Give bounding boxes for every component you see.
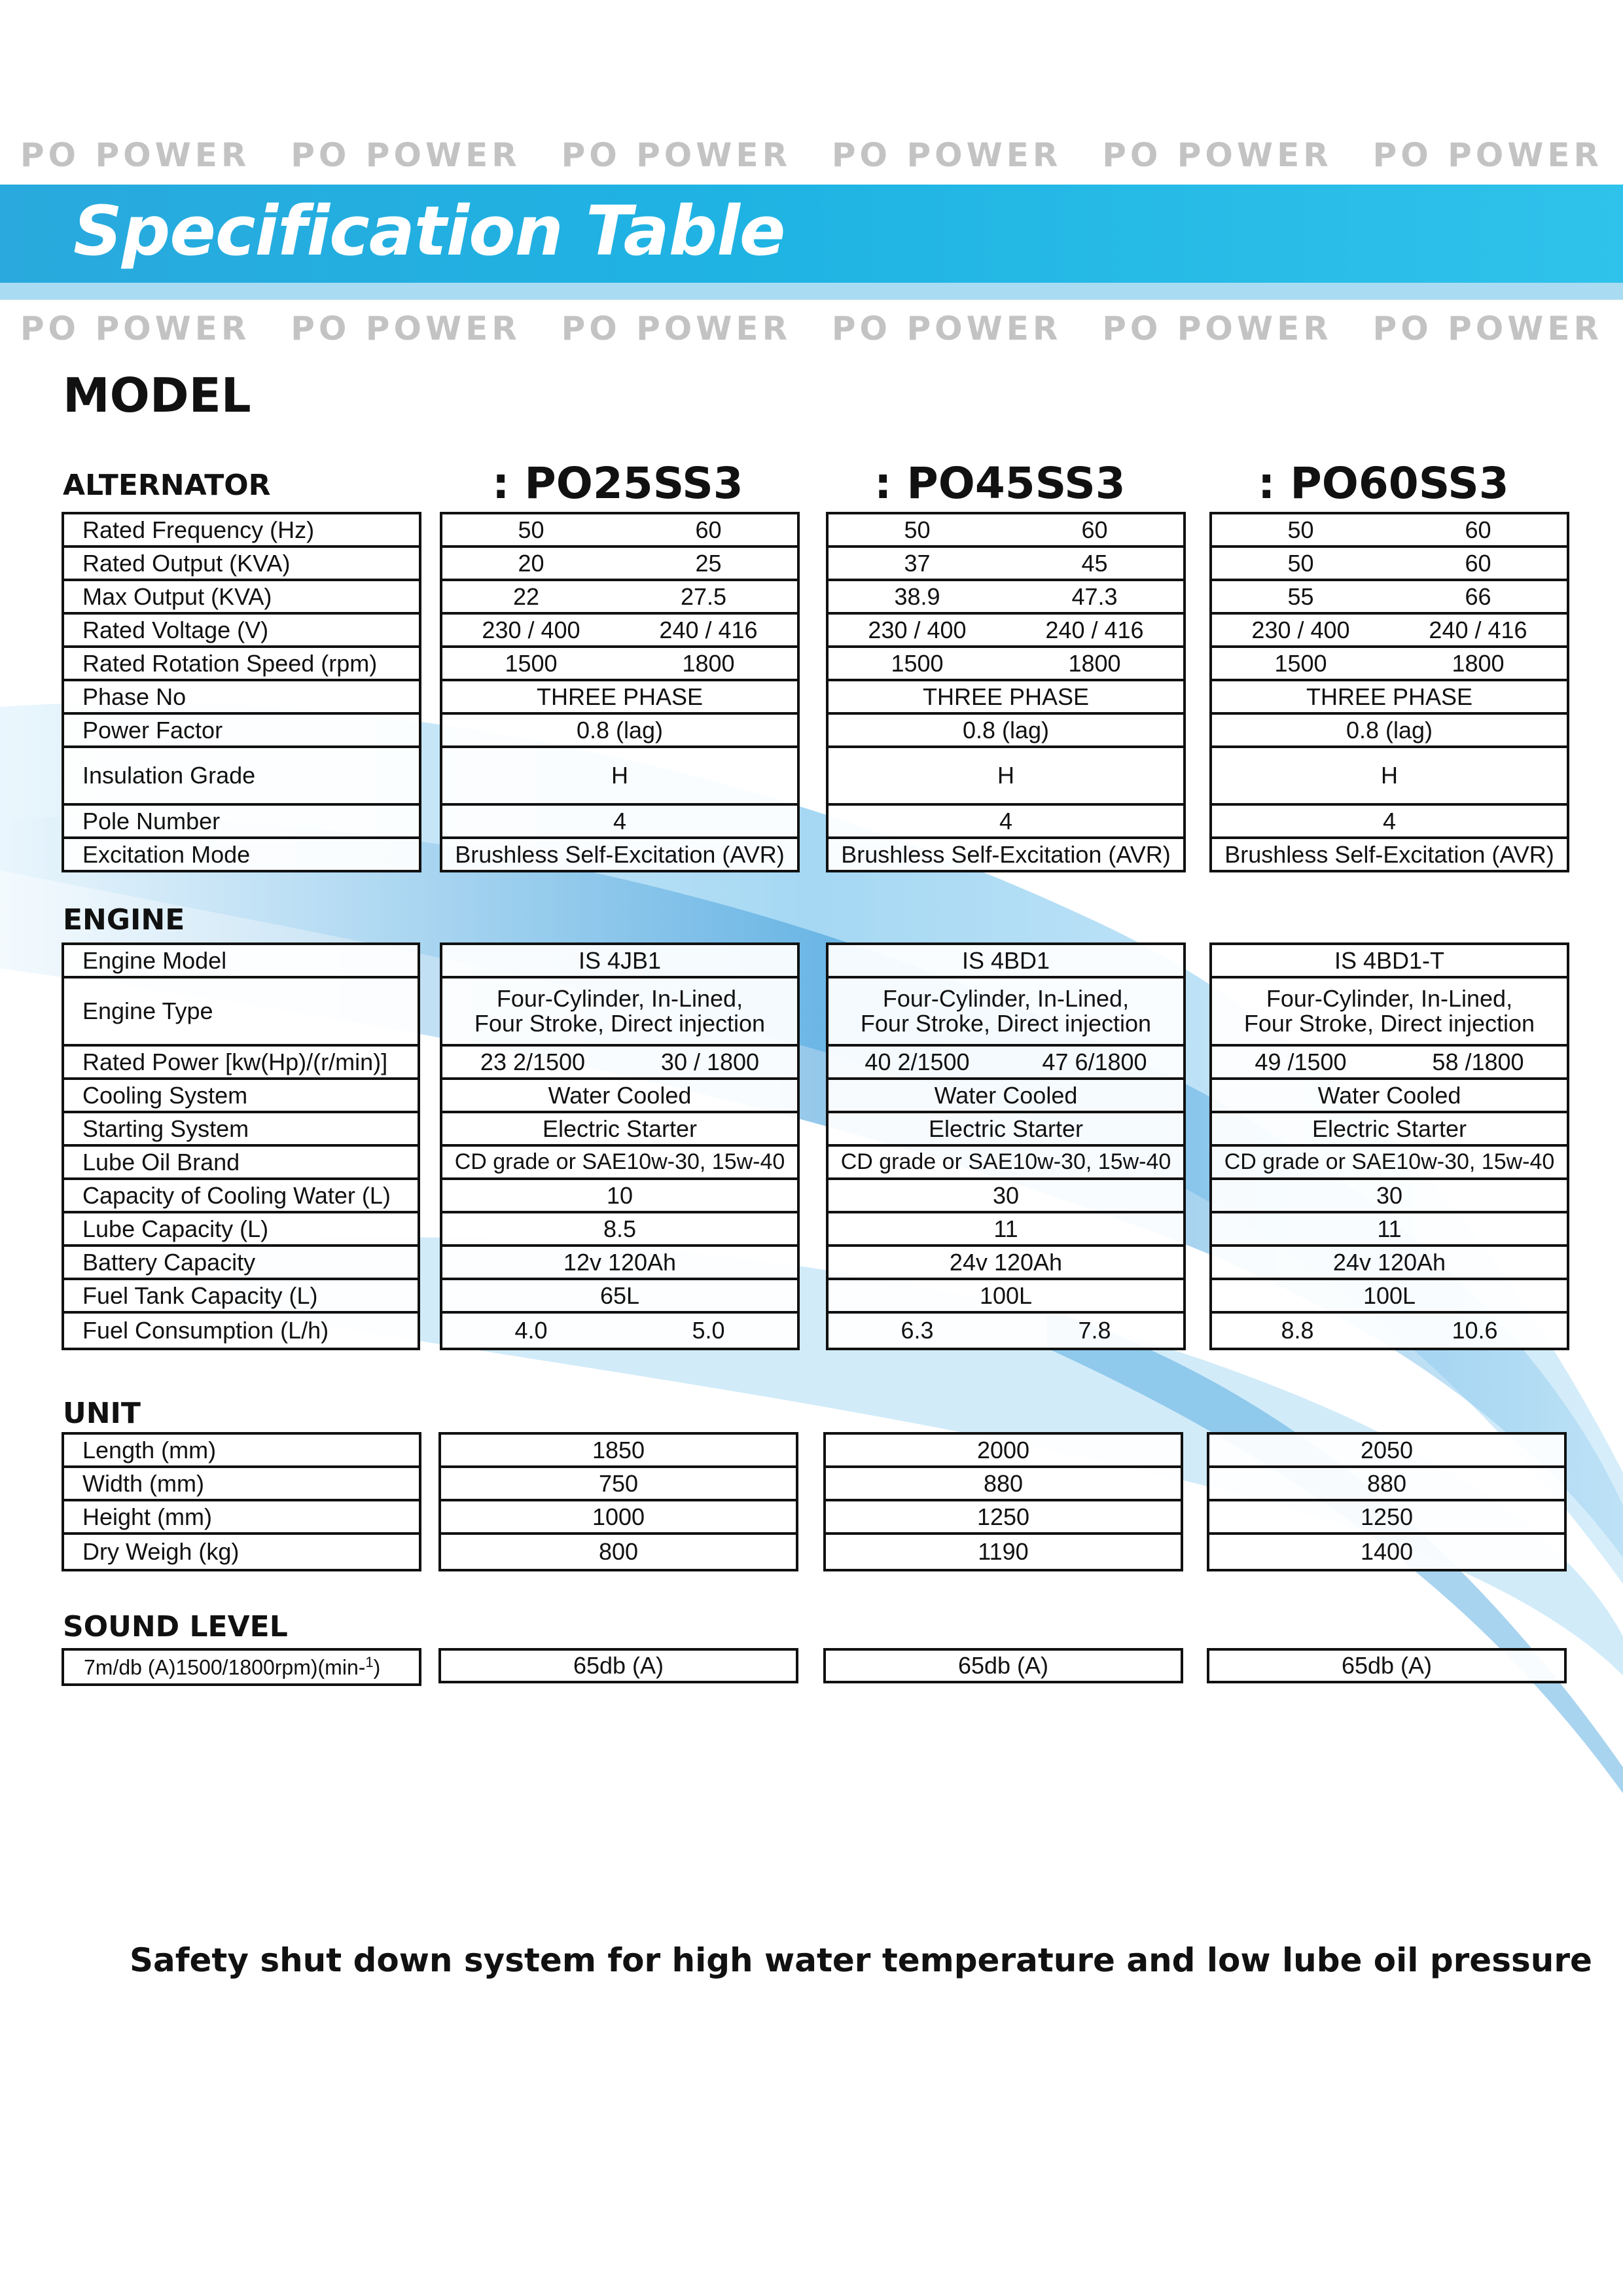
alternator-heading: ALTERNATOR: [63, 469, 271, 502]
engine-heading: ENGINE: [63, 903, 185, 937]
spec-value: 38.9: [894, 583, 940, 610]
spec-value: 47 6/1800: [1042, 1048, 1147, 1075]
sound-level-heading: SOUND LEVEL: [63, 1610, 288, 1643]
watermark-text: PO POWER: [1102, 136, 1332, 174]
spec-value: 65db (A): [1208, 1649, 1565, 1682]
spec-value: 30 / 1800: [660, 1048, 760, 1075]
spec-value: THREE PHASE: [827, 680, 1185, 713]
safety-note: Safety shut down system for high water temperature and low lube oil pressure: [130, 1941, 1592, 1979]
spec-value: 55: [1287, 583, 1314, 610]
model-name-po25ss3: : PO25SS3: [492, 458, 743, 509]
spec-value: 100L: [827, 1279, 1185, 1312]
spec-value: 23 2/1500: [480, 1048, 586, 1075]
spec-value: 1000: [440, 1500, 797, 1534]
spec-value: 230 / 400: [868, 616, 967, 643]
spec-value: Four-Cylinder, In-Lined,: [1266, 985, 1513, 1013]
sound-label-table: [62, 1648, 421, 1686]
spec-value: 50: [1287, 549, 1314, 577]
spec-value: 20: [518, 549, 544, 577]
spec-value: 2000: [825, 1433, 1182, 1467]
spec-value: 1850: [440, 1433, 797, 1467]
spec-value: 37: [904, 549, 931, 577]
spec-value: Water Cooled: [827, 1079, 1185, 1112]
spec-label: Rated Power [kw(Hp)/(r/min)]: [63, 1045, 419, 1079]
spec-label: Height (mm): [63, 1500, 420, 1534]
spec-value: H: [827, 747, 1185, 804]
spec-value: Water Cooled: [441, 1079, 798, 1112]
watermark-text: PO POWER: [20, 310, 251, 348]
watermark-text: PO POWER: [1372, 136, 1603, 174]
spec-value: 880: [1208, 1467, 1565, 1500]
spec-value: Brushless Self-Excitation (AVR): [1211, 838, 1568, 871]
spec-value: 11: [1211, 1212, 1568, 1246]
spec-value: 66: [1465, 583, 1491, 610]
spec-label: Fuel Consumption (L/h): [63, 1312, 419, 1349]
spec-value: IS 4BD1-T: [1211, 944, 1568, 977]
spec-value: CD grade or SAE10w-30, 15w-40: [1211, 1145, 1568, 1179]
spec-value: 60: [1465, 516, 1491, 543]
watermark-text: PO POWER: [1372, 310, 1603, 348]
spec-value: 10: [441, 1179, 798, 1212]
page-title: Specification Table: [73, 191, 785, 271]
spec-value: 10.6: [1452, 1317, 1498, 1344]
unit-label-table: [62, 1432, 421, 1571]
spec-value: 1800: [1452, 649, 1505, 677]
spec-value: IS 4BD1: [827, 944, 1185, 977]
unit-heading: UNIT: [63, 1397, 141, 1430]
spec-value: 4: [441, 804, 798, 838]
spec-value: 4.0: [514, 1317, 548, 1344]
watermark-text: PO POWER: [20, 136, 251, 174]
alternator-values-po60ss3: [1209, 512, 1569, 872]
spec-value: CD grade or SAE10w-30, 15w-40: [441, 1145, 798, 1179]
spec-value: 1400: [1208, 1534, 1565, 1570]
spec-value: CD grade or SAE10w-30, 15w-40: [827, 1145, 1185, 1179]
watermark-text: PO POWER: [561, 310, 792, 348]
model-heading: MODEL: [63, 368, 251, 423]
spec-value: 65L: [441, 1279, 798, 1312]
spec-label: Capacity of Cooling Water (L): [63, 1179, 419, 1212]
spec-value: 27.5: [680, 583, 727, 610]
spec-value: 100L: [1211, 1279, 1568, 1312]
spec-value: IS 4JB1: [441, 944, 798, 977]
spec-value: 1500: [891, 649, 944, 677]
spec-value: 240 / 416: [1429, 616, 1527, 643]
spec-value: H: [441, 747, 798, 804]
sound-level-label: 7m/db (A)1500/1800rpm)(min-$^1$): [63, 1649, 420, 1685]
watermark-text: PO POWER: [831, 310, 1062, 348]
spec-value: 65db (A): [825, 1649, 1182, 1682]
spec-value: 45: [1081, 549, 1108, 577]
spec-value: THREE PHASE: [441, 680, 798, 713]
spec-value: 6.3: [901, 1317, 934, 1344]
spec-value: 0.8 (lag): [827, 713, 1185, 747]
engine-values-po25ss3: [440, 942, 800, 1350]
engine-values-po45ss3: [826, 942, 1186, 1350]
spec-value: 40 2/1500: [865, 1048, 970, 1075]
spec-label: Starting System: [63, 1112, 419, 1145]
spec-label: Engine Type: [63, 977, 419, 1045]
spec-value: Water Cooled: [1211, 1079, 1568, 1112]
sound-values-po25ss3: [438, 1648, 798, 1683]
spec-value: 8.5: [441, 1212, 798, 1246]
spec-value: 800: [440, 1534, 797, 1570]
spec-value: 4: [827, 804, 1185, 838]
spec-label: Length (mm): [63, 1433, 420, 1467]
spec-label: Rated Frequency (Hz): [63, 513, 420, 547]
spec-value: Electric Starter: [441, 1112, 798, 1145]
spec-value: 240 / 416: [1045, 616, 1144, 643]
spec-value: 50: [1287, 516, 1314, 543]
spec-value: 8.8: [1281, 1317, 1314, 1344]
spec-value: H: [1211, 747, 1568, 804]
spec-value: 1250: [825, 1500, 1182, 1534]
spec-value: 65db (A): [440, 1649, 797, 1682]
spec-value: 230 / 400: [1251, 616, 1350, 643]
spec-value: Electric Starter: [827, 1112, 1185, 1145]
spec-label: Insulation Grade: [63, 747, 420, 804]
watermark-text: PO POWER: [291, 136, 521, 174]
spec-value: 11: [827, 1212, 1185, 1246]
spec-label: Rated Rotation Speed (rpm): [63, 647, 420, 680]
spec-value: 2050: [1208, 1433, 1565, 1467]
brand-watermark-bottom: [0, 299, 1623, 358]
title-banner-underline: [0, 283, 1623, 300]
spec-value: 0.8 (lag): [441, 713, 798, 747]
spec-value: 240 / 416: [659, 616, 758, 643]
spec-value: Four-Cylinder, In-Lined,: [882, 985, 1130, 1013]
spec-value: 12v 120Ah: [441, 1246, 798, 1279]
watermark-text: PO POWER: [831, 136, 1062, 174]
spec-value: Brushless Self-Excitation (AVR): [441, 838, 798, 871]
alternator-values-po25ss3: [440, 512, 800, 872]
spec-value: 4: [1211, 804, 1568, 838]
alternator-label-table: [62, 512, 421, 872]
spec-value: 7.8: [1078, 1317, 1111, 1344]
spec-value: 24v 120Ah: [827, 1246, 1185, 1279]
spec-label: Battery Capacity: [63, 1246, 419, 1279]
spec-value: 0.8 (lag): [1211, 713, 1568, 747]
alternator-values-po45ss3: [826, 512, 1186, 872]
sound-values-po45ss3: [823, 1648, 1183, 1683]
spec-value: Four-Cylinder, In-Lined,: [496, 985, 743, 1013]
spec-value: 58 /1800: [1432, 1048, 1524, 1075]
watermark-text: PO POWER: [291, 310, 521, 348]
spec-value: 750: [440, 1467, 797, 1500]
spec-value: Electric Starter: [1211, 1112, 1568, 1145]
watermark-text: PO POWER: [561, 136, 792, 174]
spec-label: Power Factor: [63, 713, 420, 747]
spec-label: Phase No: [63, 680, 420, 713]
engine-values-po60ss3: [1209, 942, 1569, 1350]
unit-values-po60ss3: [1207, 1432, 1567, 1571]
spec-value: 1500: [1274, 649, 1327, 677]
model-name-po45ss3: : PO45SS3: [874, 458, 1126, 509]
spec-label: Max Output (KVA): [63, 580, 420, 613]
spec-value: 1190: [825, 1534, 1182, 1570]
spec-value: Four Stroke, Direct injection: [474, 1010, 766, 1037]
spec-value: 60: [695, 516, 722, 543]
spec-label: Excitation Mode: [63, 838, 420, 871]
spec-label: Cooling System: [63, 1079, 419, 1112]
spec-value: 60: [1465, 549, 1491, 577]
spec-value: 60: [1081, 516, 1108, 543]
watermark-text: PO POWER: [1102, 310, 1332, 348]
spec-value: Four Stroke, Direct injection: [860, 1010, 1152, 1037]
spec-value: 30: [827, 1179, 1185, 1212]
spec-value: 22: [512, 583, 540, 610]
spec-value: 50: [904, 516, 931, 543]
spec-label: Rated Output (KVA): [63, 547, 420, 580]
spec-value: 24v 120Ah: [1211, 1246, 1568, 1279]
unit-values-po45ss3: [823, 1432, 1183, 1571]
spec-value: Brushless Self-Excitation (AVR): [827, 838, 1185, 871]
spec-value: 25: [695, 549, 722, 577]
spec-value: 1500: [505, 649, 558, 677]
spec-value: 47.3: [1071, 583, 1118, 610]
spec-value: 1800: [682, 649, 735, 677]
spec-label: Lube Oil Brand: [63, 1145, 419, 1179]
spec-value: 5.0: [692, 1317, 725, 1344]
spec-value: 30: [1211, 1179, 1568, 1212]
spec-label: Width (mm): [63, 1467, 420, 1500]
spec-label: Fuel Tank Capacity (L): [63, 1279, 419, 1312]
spec-label: Lube Capacity (L): [63, 1212, 419, 1246]
unit-values-po25ss3: [438, 1432, 798, 1571]
spec-value: 1800: [1068, 649, 1121, 677]
sound-values-po60ss3: [1207, 1648, 1567, 1683]
brand-watermark-top: [0, 126, 1623, 185]
spec-label: Rated Voltage (V): [63, 613, 420, 647]
spec-value: 1250: [1208, 1500, 1565, 1534]
engine-label-table: [62, 942, 420, 1350]
spec-value: 880: [825, 1467, 1182, 1500]
model-name-po60ss3: : PO60SS3: [1258, 458, 1509, 509]
spec-label: Pole Number: [63, 804, 420, 838]
spec-value: THREE PHASE: [1211, 680, 1568, 713]
spec-value: 50: [518, 516, 544, 543]
spec-value: Four Stroke, Direct injection: [1243, 1010, 1535, 1037]
spec-label: Engine Model: [63, 944, 419, 977]
spec-value: 49 /1500: [1255, 1048, 1347, 1075]
spec-value: 230 / 400: [482, 616, 580, 643]
spec-label: Dry Weigh (kg): [63, 1534, 420, 1570]
